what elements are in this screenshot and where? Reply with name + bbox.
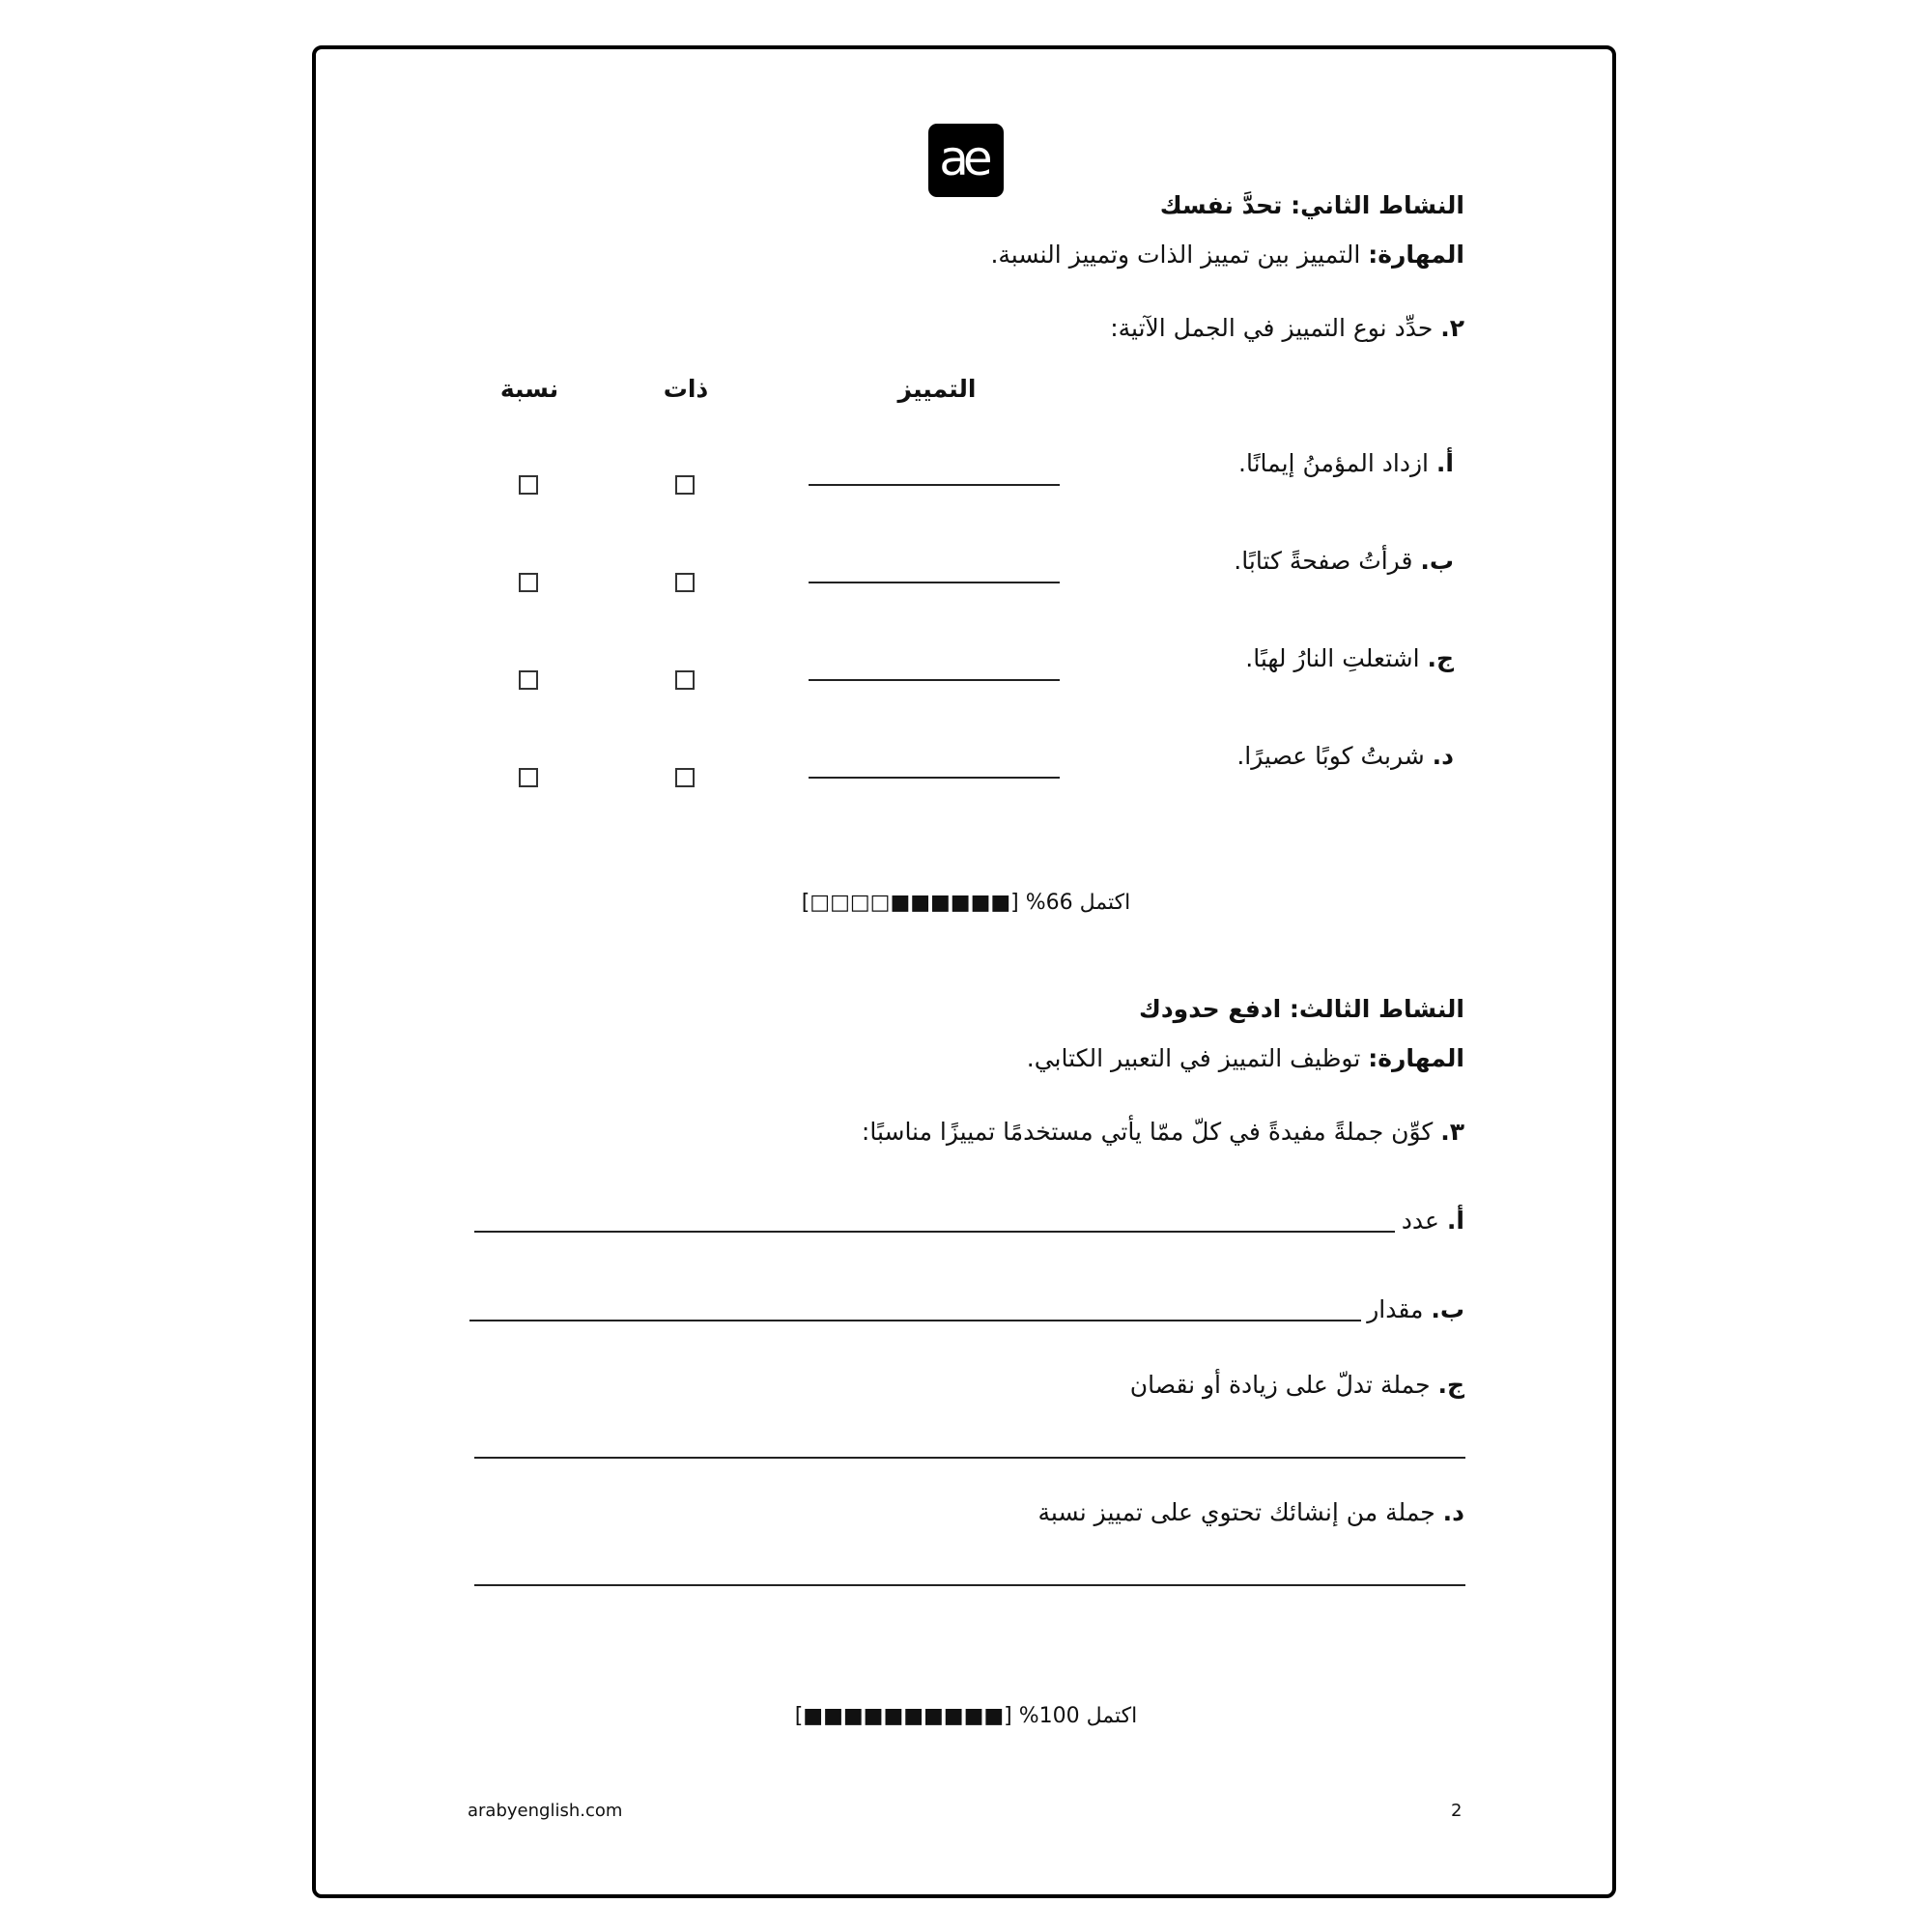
sentence-a [1238, 449, 1454, 477]
logo [928, 124, 1004, 197]
column-header-nisba: نسبة [499, 375, 559, 403]
skill-text: توظيف التمييز في التعبير الكتابي. [1026, 1044, 1369, 1072]
activity3-skill [1027, 1044, 1464, 1072]
sentence-c [1245, 644, 1454, 672]
skill-label: المهارة: [1368, 1044, 1464, 1072]
answer-line-b[interactable] [809, 582, 1060, 583]
question-text: حدِّد نوع التمييز في الجمل الآتية: [1110, 314, 1441, 342]
prompt-letter: ج. [1437, 1371, 1464, 1399]
column-header-dhat: ذات [663, 375, 709, 403]
checkbox-nisba-a[interactable] [519, 475, 538, 495]
checkbox-nisba-c[interactable] [519, 670, 538, 690]
skill-text: التمييز بين تمييز الذات وتمييز النسبة. [990, 241, 1369, 269]
prompt-letter: ب. [1431, 1295, 1464, 1323]
item-text: شربتُ كوبًا عصيرًا. [1236, 742, 1433, 770]
prompt-text: عدد [1401, 1207, 1447, 1235]
sentence-b [1234, 547, 1454, 575]
prompt-text: جملة من إنشائك تحتوي على تمييز نسبة [1037, 1498, 1443, 1526]
answer-line-prompt-c[interactable] [474, 1457, 1465, 1459]
answer-line-prompt-a[interactable] [474, 1231, 1395, 1233]
prompt-letter: أ. [1446, 1207, 1464, 1235]
answer-line-d[interactable] [809, 777, 1060, 779]
prompt-letter: د. [1442, 1498, 1464, 1526]
checkbox-dhat-d[interactable] [675, 768, 695, 787]
prompt-text: مقدار [1367, 1295, 1432, 1323]
prompt-a [1402, 1207, 1464, 1235]
item-text: قرأتُ صفحةً كتابًا. [1234, 547, 1421, 575]
item-text: ازداد المؤمنُ إيمانًا. [1238, 449, 1436, 477]
answer-line-prompt-d[interactable] [474, 1584, 1465, 1586]
item-letter: أ. [1435, 449, 1454, 477]
question-text: كوِّن جملةً مفيدةً في كلّ ممّا يأتي مستخدمًا تمييزًا مناسبًا: [861, 1118, 1441, 1146]
checkbox-dhat-c[interactable] [675, 670, 695, 690]
footer-site: arabyenglish.com [468, 1801, 623, 1821]
activity2-skill [990, 241, 1464, 269]
item-text: اشتعلتِ النارُ لهبًا. [1245, 644, 1428, 672]
answer-line-c[interactable] [809, 679, 1060, 681]
checkbox-nisba-d[interactable] [519, 768, 538, 787]
activity2-title: النشاط الثاني: تحدَّ نفسك [1159, 191, 1464, 219]
activity3-title: النشاط الثالث: ادفع حدودك [1138, 995, 1464, 1023]
column-header-tamyeez: التمييز [897, 375, 977, 403]
item-letter: ب. [1420, 547, 1454, 575]
question-number: ٣. [1440, 1118, 1464, 1146]
prompt-text: جملة تدلّ على زيادة أو نقصان [1129, 1371, 1438, 1399]
prompt-c [1130, 1371, 1464, 1399]
answer-line-a[interactable] [809, 484, 1060, 486]
item-letter: ج. [1427, 644, 1454, 672]
activity2-question [1110, 314, 1464, 342]
item-letter: د. [1432, 742, 1454, 770]
skill-label: المهارة: [1368, 241, 1464, 269]
activity3-question [862, 1118, 1464, 1146]
sentence-d [1236, 742, 1454, 770]
checkbox-nisba-b[interactable] [519, 573, 538, 592]
checkbox-dhat-a[interactable] [675, 475, 695, 495]
prompt-d [1038, 1498, 1464, 1526]
answer-line-prompt-b[interactable] [469, 1320, 1361, 1321]
progress-text-activity2: اكتمل 66% [■■■■■■□□□□] [801, 891, 1131, 915]
logo-text: ae [939, 130, 987, 186]
question-number: ٢. [1440, 314, 1464, 342]
progress-text-activity3: اكتمل 100% [■■■■■■■■■■] [794, 1704, 1138, 1728]
prompt-b [1367, 1295, 1464, 1323]
checkbox-dhat-b[interactable] [675, 573, 695, 592]
footer-page-number: 2 [1451, 1801, 1463, 1821]
